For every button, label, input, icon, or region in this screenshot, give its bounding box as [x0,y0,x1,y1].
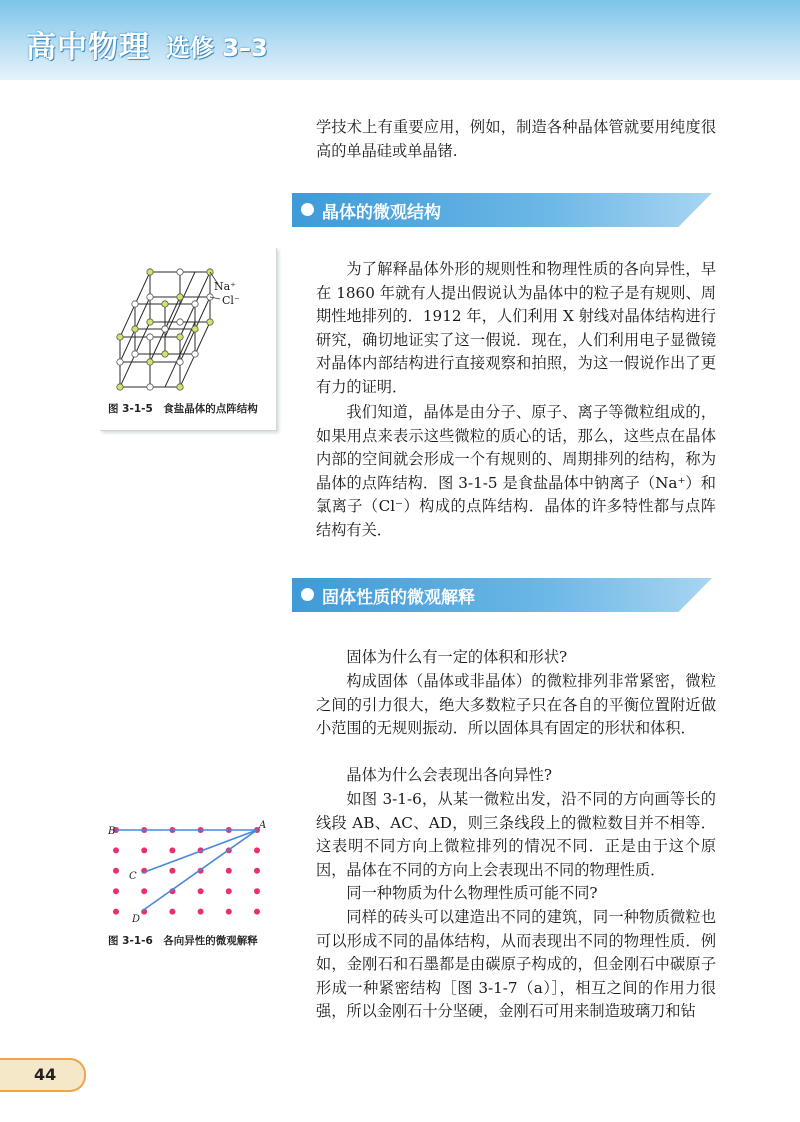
lattice-particle [169,868,175,874]
section2-question-2: 晶体为什么会表现出各向异性? [346,766,552,784]
intro-paragraph: 学技术上有重要应用，例如，制造各种晶体管就要用纯度很高的单晶硅或单晶锗. [316,118,716,160]
book-title: 高中物理 [26,30,150,65]
lattice-particle [254,847,260,853]
lattice-particle [226,909,232,915]
point-label-c: C [129,871,137,882]
section1-paragraph-2: 我们知道，晶体是由分子、原子、离子等微粒组成的，如果用点来表示这些微粒的质心的话，那么，这些点在晶体内部的空间就会形成一个有规则的、周期排列的结构，称为晶体的点阵结构．图 3-1-5 是食盐晶体中钠离子（Na⁺）和氯离子（Cl⁻）构成的点阵结构．晶体的许多特性都与点阵结构有关． [316,403,716,539]
lattice-particle [226,888,232,894]
lattice-particle [198,909,204,915]
section1-paragraph-1: 为了解释晶体外形的规则性和物理性质的各向异性，早在 1860 年就有人提出假说认为晶体中的粒子是有规则、周期性地排列的．1912 年，人们利用 X 射线对晶体结构进行研究，确切地证实了这一假说．现在，人们利用电子显微镜对晶体内部结构进行直接观察和拍照，为这一假说作出了更有力的证明． [316,260,716,396]
bullet-dot-icon [301,588,314,601]
lattice-particle [113,847,119,853]
section-heading-crystal-structure [292,193,712,227]
label-na-ion: Na⁺ [214,280,236,293]
page-number: 44 [34,1065,57,1084]
section2-paragraph-2: 如图 3-1-6，从某一微粒出发，沿不同的方向画等长的线段 AB、AC、AD，则三条线段上的微粒数目并不相等．这表明不同方向上微粒排列的情况不同．正是由于这个原因，晶体在不同的方向上会表现出不同的物理性质． [316,790,716,879]
lattice-particle [254,868,260,874]
section-heading-solid-properties [292,578,712,612]
section-title: 固体性质的微观解释 [322,588,475,608]
lattice-particle [254,909,260,915]
header-band [0,0,800,80]
anisotropy-figure [100,815,280,925]
figure-3-1-5-caption: 图 3-1-5 食盐晶体的点阵结构 [108,403,258,415]
section2-question-3: 同一种物质为什么物理性质可能不同? [346,884,598,902]
section2-paragraph-1: 构成固体（晶体或非晶体）的微粒排列非常紧密，微粒之间的引力很大，绝大多数粒子只在各自的平衡位置附近做小范围的无规则振动．所以固体具有固定的形状和体积． [316,672,716,738]
lattice-particle [198,888,204,894]
point-label-a: A [259,820,267,831]
section2-question-1: 固体为什么有一定的体积和形状? [346,648,568,666]
section-title: 晶体的微观结构 [322,203,441,223]
label-cl-ion: Cl⁻ [222,294,240,307]
figure-3-1-6-caption: 图 3-1-6 各向异性的微观解释 [108,935,258,947]
point-label-b: B [108,826,116,837]
page-number-tab [0,1058,86,1092]
lattice-particle [254,888,260,894]
lattice-particle [113,909,119,915]
lattice-particle [169,909,175,915]
lattice-particle [141,888,147,894]
lattice-particle [169,847,175,853]
book-subtitle: 选修 3–3 [166,34,268,62]
point-label-d: D [132,914,141,925]
lattice-particle [141,847,147,853]
nacl-lattice-figure [100,262,276,397]
lattice-particle [113,888,119,894]
lattice-particle [113,868,119,874]
section2-paragraph-3: 同样的砖头可以建造出不同的建筑，同一种物质微粒也可以形成不同的晶体结构，从而表现出不同的物理性质．例如，金刚石和石墨都是由碳原子构成的，但金刚石中碳原子形成一种紧密结构［图 3-1-7（a）］，相互之间的作用力很强，所以金刚石十分坚硬，金刚石可用来制造玻璃刀和钻 [316,908,716,1021]
lattice-particle [226,868,232,874]
bullet-dot-icon [301,203,314,216]
